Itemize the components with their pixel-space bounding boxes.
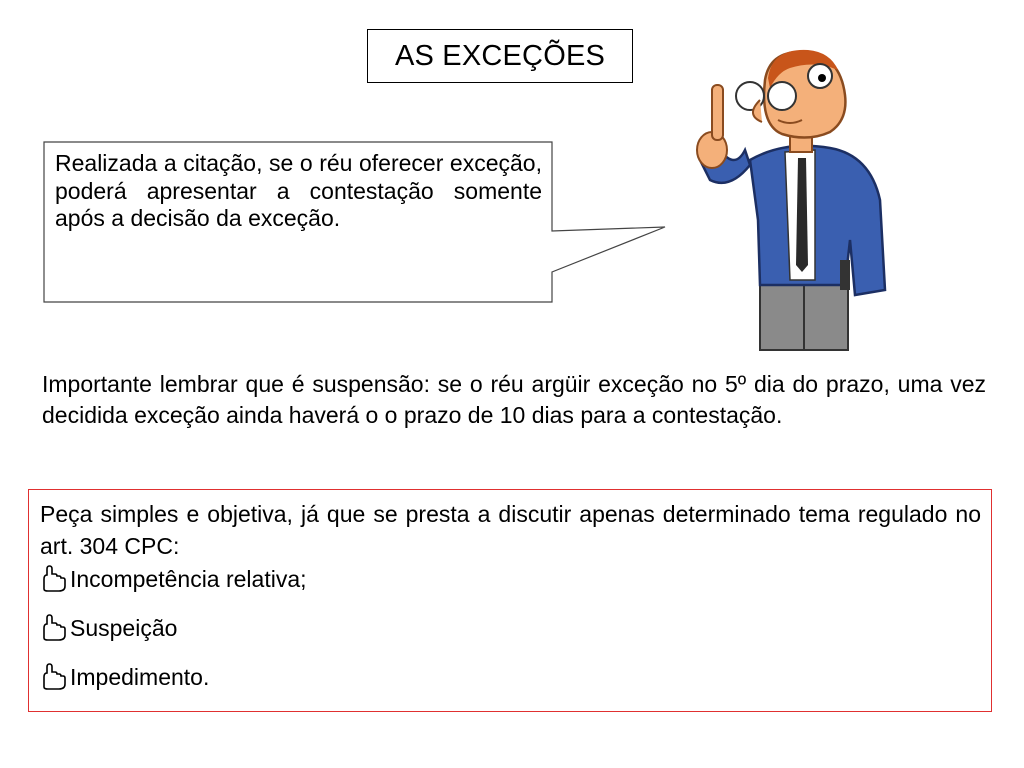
list-item [40,564,307,594]
list-item-label: Suspeição [70,615,178,641]
callout-text: Realizada a citação, se o réu oferecer exceção, poderá apresentar a contestação somente após a decisão da exceção. [55,150,542,231]
list-item [40,613,177,643]
list-item-label: Incompetência relativa; [70,566,307,592]
pointing-hand-icon [40,565,70,593]
pointing-hand-icon [40,663,70,691]
professor-pointing-icon [690,40,900,355]
exceptions-box [28,489,992,712]
slide-title-text: AS EXCEÇÕES [394,39,606,72]
list-item-label: Impedimento. [70,664,210,690]
list-item [40,662,209,692]
note-paragraph: Importante lembrar que é suspensão: se o réu argüir exceção no 5º dia do prazo, uma vez decidida exceção ainda haverá o o prazo de 10 dias para a contestação. [42,371,986,428]
pointing-hand-icon [40,614,70,642]
box-intro-text: Peça simples e objetiva, já que se presta a discutir apenas determinado tema regulado no art. 304 CPC: [40,501,981,559]
